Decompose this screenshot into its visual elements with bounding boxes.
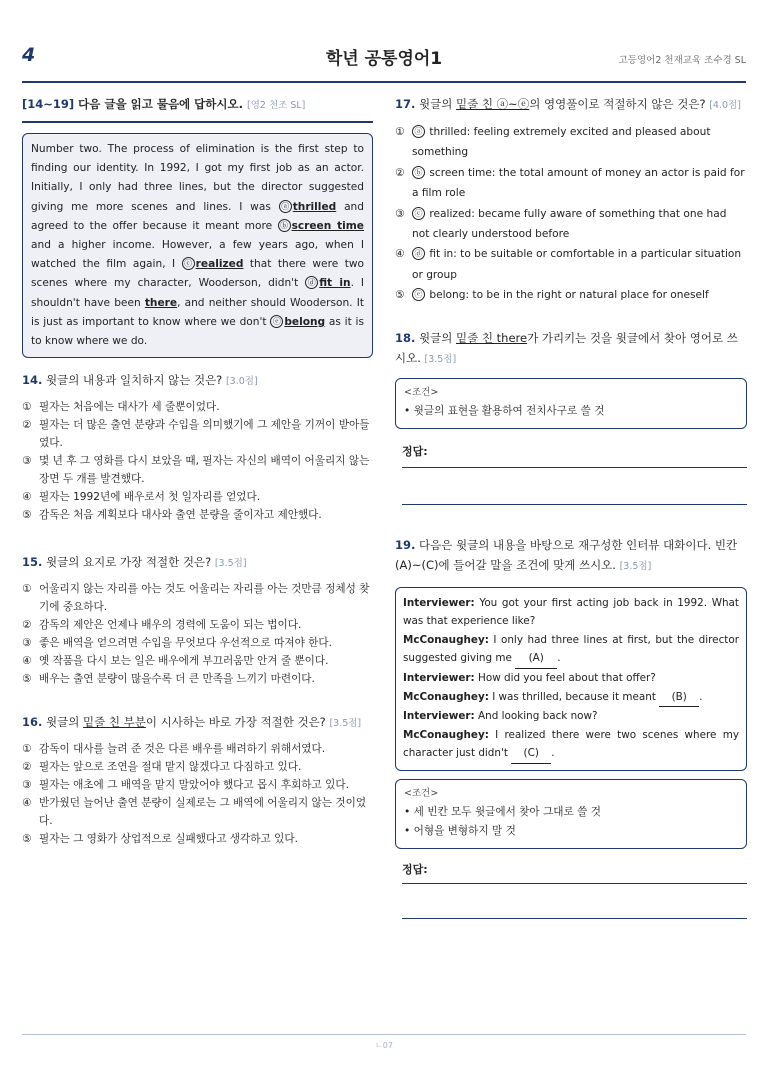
option-4[interactable] [395, 244, 747, 285]
question-text: 윗글의 [419, 97, 457, 111]
question-title [395, 535, 747, 577]
underlined-belong: belong [284, 315, 326, 328]
option-2[interactable] [395, 163, 747, 204]
question-underlined-text: 밑줄 친 there [456, 330, 528, 345]
dialogue-text: . [699, 690, 703, 703]
footer-text: ㄴ07 [375, 1041, 393, 1050]
passage-text: that there were two scenes where my character, Wooderson, didn't [31, 258, 364, 290]
marker-c: ⓒ [182, 257, 195, 270]
question-14 [22, 372, 373, 524]
option-text [412, 204, 747, 245]
option-definition: fit in: to be suitable or comfortable in a particular situation or group [412, 248, 742, 281]
option-number: ① [22, 583, 32, 596]
option-number: ⑤ [22, 509, 32, 522]
option-text: 몇 년 후 그 영화를 다시 보았을 때, 필자는 자신의 배역이 어울리지 않는 장면 두 개를 발견했다. [39, 455, 370, 486]
question-text: 윗글의 [46, 715, 84, 730]
marker-b: ⓑ [278, 219, 291, 232]
passage-text: and agreed to the offer because it meant more [31, 200, 364, 232]
option-text: 필자는 애초에 그 배역을 맡지 말았어야 했다고 몹시 후회하고 있다. [39, 779, 349, 792]
option-text: 필자는 1992년에 배우로서 첫 일자리를 얻었다. [39, 491, 261, 504]
speaker-label: Interviewer: [403, 710, 475, 723]
question-title [395, 96, 747, 114]
blank-a[interactable]: (A) [515, 649, 557, 669]
dialogue-text: I only had three lines at first, but the director suggested giving me [403, 633, 739, 665]
option-text [412, 163, 747, 204]
passage-text: as it is to know where we do. [31, 315, 364, 348]
option-number: ④ [395, 248, 405, 261]
reading-passage [22, 133, 373, 358]
option-5[interactable] [22, 830, 373, 848]
option-4[interactable] [22, 652, 373, 670]
option-text: 필자는 더 많은 출연 분량과 수입을 의미했기에 그 제안을 기꺼이 받아들였다. [39, 419, 370, 450]
underlined-realized: realized [195, 258, 244, 271]
question-title [22, 554, 373, 572]
condition-label: <조건> [404, 386, 439, 398]
option-4[interactable] [22, 794, 373, 830]
question-text: 의 영영풀이로 적절하지 않은 것은? [529, 97, 706, 111]
option-2[interactable] [22, 758, 373, 776]
option-text: 감독은 처음 계획보다 대사와 출연 분량을 줄이자고 제안했다. [39, 509, 322, 522]
marker-d: ⓓ [412, 247, 425, 260]
question-points: [3.5점] [329, 718, 362, 730]
question-underlined-text: 밑줄 친 부분 [83, 715, 146, 730]
option-number: ② [22, 419, 32, 432]
option-4[interactable] [22, 488, 373, 506]
answer-line[interactable] [402, 883, 747, 884]
option-text: 어울리지 않는 자리를 아는 것도 어울리는 자리를 아는 것만큼 정체성 찾기에 중요하다. [39, 583, 370, 614]
marker-a: ⓐ [279, 200, 292, 213]
right-column [395, 96, 747, 919]
option-text: 반가웠던 늘어난 출연 분량이 실제로는 그 배역에 어울리지 않는 것이었다. [39, 797, 367, 828]
option-number: ③ [22, 779, 32, 792]
passage-text: , and neither should Wooderson. It is just as important to know where we don't [31, 296, 364, 328]
option-number: ③ [22, 637, 32, 650]
dialogue-text: I was thrilled, because it meant [488, 690, 660, 703]
option-number: ⑤ [22, 673, 32, 686]
answer-line[interactable] [402, 918, 747, 919]
question-text: 이 시사하는 바로 가장 적절한 것은? [145, 715, 326, 730]
question-number: 16. [22, 715, 43, 730]
option-3[interactable] [22, 634, 373, 652]
dialogue-text: I realized there were two scenes where my character just didn't [403, 728, 739, 760]
option-number: ③ [395, 207, 405, 220]
underlined-there: there [144, 296, 178, 309]
speaker-label: McConaughey: [403, 728, 489, 741]
question-points: [3.5점] [619, 560, 652, 572]
header-divider [22, 81, 746, 83]
blank-c[interactable]: (C) [511, 744, 551, 764]
answer-line[interactable] [402, 467, 747, 468]
section-instruction: 다음 글을 읽고 물음에 답하시오. [78, 97, 243, 111]
question-text: 윗글의 [419, 330, 457, 345]
option-list [22, 580, 373, 688]
option-list [22, 740, 373, 848]
option-number: ④ [22, 655, 32, 668]
option-text: 배우는 출연 분량이 많을수록 더 큰 만족을 느끼기 마련이다. [39, 673, 315, 686]
option-number: ⑤ [395, 289, 405, 302]
option-number: ② [22, 761, 32, 774]
condition-item: • 세 빈칸 모두 윗글에서 찾아 그대로 쓸 것 [404, 806, 601, 818]
question-points: [4.0점] [709, 100, 741, 111]
question-text: 다음은 윗글의 내용을 바탕으로 재구성한 인터뷰 대화이다. 빈칸 (A)~(C)에 들어갈 말을 조건에 맞게 쓰시오. [395, 537, 738, 572]
marker-d: ⓓ [305, 276, 318, 289]
condition-label: <조건> [404, 788, 439, 799]
speaker-label: Interviewer: [403, 672, 475, 685]
option-number: ② [395, 166, 405, 179]
question-number: 17. [395, 97, 416, 111]
question-text: 가 가리키는 것을 윗글에서 찾아 영어로 쓰시오. [395, 330, 738, 365]
passage-text: Number two. The process of elimination is the first step to finding our identity. In 1992, I got my first job as an actor. Initially, I only had three lines, but the director suggested giving me more scenes and lines. I was [31, 143, 364, 213]
section-heading [22, 96, 373, 123]
option-1[interactable] [22, 398, 373, 416]
marker-b: ⓑ [412, 166, 425, 179]
answer-label: 정답: [402, 444, 428, 458]
marker-e: ⓔ [270, 315, 283, 328]
option-3[interactable] [395, 204, 747, 245]
question-16 [22, 714, 373, 848]
dialogue-text: . [551, 747, 555, 760]
question-points: [3.5점] [214, 558, 247, 570]
dialogue-text: How did you feel about that offer? [474, 672, 656, 685]
condition-item: • 어형을 변형하지 말 것 [404, 825, 516, 837]
option-3[interactable] [22, 452, 373, 488]
option-definition: belong: to be in the right or natural place for oneself [429, 289, 709, 302]
speaker-label: McConaughey: [403, 690, 489, 703]
option-text [412, 122, 747, 163]
option-number: ① [395, 126, 405, 138]
option-5[interactable] [395, 285, 747, 305]
underlined-fit-in: fit in [319, 277, 351, 290]
question-number: 18. [395, 330, 416, 345]
question-underlined-text: 밑줄 친 ⓐ~ⓔ [456, 97, 530, 111]
option-2[interactable] [22, 616, 373, 634]
question-points: [3.5점] [424, 353, 457, 365]
option-list [22, 398, 373, 524]
question-number: 14. [22, 373, 43, 388]
option-text: 필자는 앞으로 조연을 절대 맡지 않겠다고 다짐하고 있다. [39, 761, 302, 774]
option-definition: thrilled: feeling extremely excited and pleased about something [412, 126, 711, 159]
marker-c: ⓒ [412, 207, 425, 220]
question-17 [395, 96, 747, 306]
option-5[interactable] [22, 670, 373, 688]
condition-box [395, 779, 747, 849]
section-range: [14~19] [22, 97, 75, 111]
option-text: 감독의 제안은 언제나 배우의 경력에 도움이 되는 법이다. [39, 619, 302, 632]
dialogue-text: . [557, 652, 561, 665]
option-definition: realized: became fully aware of something that one had not clearly understood before [412, 207, 727, 241]
option-text: 감독이 대사를 늘려 준 것은 다른 배우를 배려하기 위해서였다. [39, 743, 326, 756]
condition-box [395, 378, 747, 429]
option-2[interactable] [22, 416, 373, 452]
option-definition: screen time: the total amount of money an actor is paid for a film role [412, 166, 745, 200]
section-note: [영2 천조 SL] [247, 100, 306, 111]
blank-b[interactable]: (B) [659, 688, 699, 708]
option-1[interactable] [395, 122, 747, 163]
question-points: [3.0점] [225, 376, 258, 388]
marker-e: ⓔ [412, 288, 425, 301]
option-list [395, 122, 747, 306]
question-text: 윗글의 요지로 가장 적절한 것은? [46, 555, 212, 570]
question-number: 19. [395, 537, 416, 552]
option-text: 필자는 처음에는 대사가 세 줄뿐이었다. [39, 401, 220, 414]
question-15 [22, 554, 373, 688]
option-number: ④ [22, 797, 32, 810]
dialogue-text: And looking back now? [474, 710, 598, 723]
question-number: 15. [22, 555, 43, 570]
underlined-screen-time: screen time [291, 219, 364, 232]
condition-item: • 윗글의 표현을 활용하여 전치사구로 쓸 것 [404, 404, 605, 417]
option-text: 필자는 그 영화가 상업적으로 실패했다고 생각하고 있다. [39, 833, 298, 846]
option-number: ③ [22, 455, 32, 468]
question-title [22, 714, 373, 732]
option-text: 좋은 배역을 얻으려면 수입을 무엇보다 우선적으로 따져야 한다. [39, 637, 333, 650]
page-title: 학년 공통영어1 [325, 49, 443, 69]
question-18 [395, 328, 747, 505]
page-number: 4 [22, 44, 36, 66]
underlined-thrilled: thrilled [292, 200, 337, 213]
option-text [412, 285, 747, 305]
option-number: ① [22, 743, 32, 756]
left-column [22, 96, 373, 848]
dialogue-text: You got your first acting job back in 1992. What was that experience like? [403, 596, 739, 628]
answer-label: 정답: [402, 863, 428, 876]
option-number: ④ [22, 491, 32, 504]
question-title [22, 372, 373, 390]
speaker-label: McConaughey: [403, 633, 489, 646]
marker-a: ⓐ [412, 125, 425, 138]
question-text: 윗글의 내용과 일치하지 않는 것은? [46, 373, 223, 388]
question-19 [395, 535, 747, 919]
option-text: 옛 작품을 다시 보는 일은 배우에게 부끄러움만 안겨 줄 뿐이다. [39, 655, 329, 668]
footer-divider [22, 1034, 746, 1035]
option-number: ② [22, 619, 32, 632]
interview-box [395, 587, 747, 771]
option-text [412, 244, 747, 285]
option-3[interactable] [22, 776, 373, 794]
passage-text: and a higher income. However, a few years ago, when I watched the film again, I [31, 239, 364, 271]
option-1[interactable] [22, 740, 373, 758]
passage-text: . I shouldn't have been [31, 277, 365, 309]
option-number: ① [22, 401, 32, 414]
header-source: 고등영어2 천재교육 조수경 SL [618, 55, 746, 66]
speaker-label: Interviewer: [403, 596, 475, 609]
answer-line[interactable] [402, 504, 747, 505]
question-title [395, 328, 747, 370]
option-1[interactable] [22, 580, 373, 616]
option-number: ⑤ [22, 833, 32, 846]
option-5[interactable] [22, 506, 373, 524]
